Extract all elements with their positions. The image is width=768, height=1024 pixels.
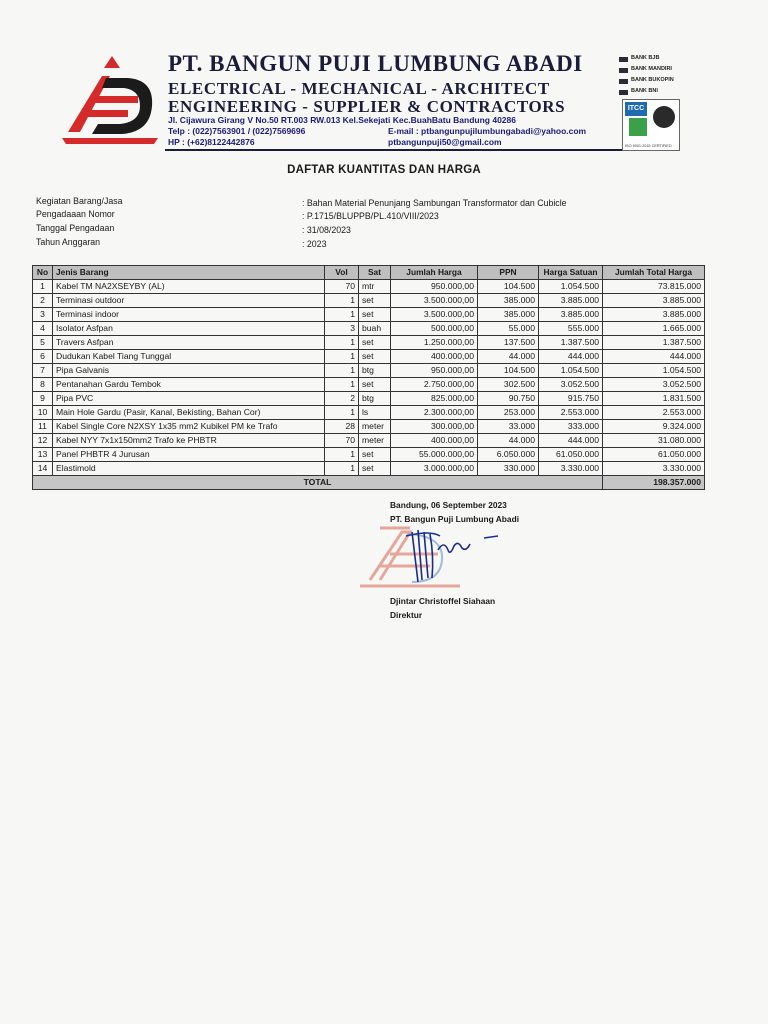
table-cell: set	[359, 462, 391, 476]
table-row	[33, 448, 705, 462]
table-cell: 2.300.000,00	[391, 406, 478, 420]
table-cell: 500.000,00	[391, 322, 478, 336]
table-cell: 137.500	[478, 336, 539, 350]
table-cell: Isolator Asfpan	[53, 322, 325, 336]
bank-item: BANK BUKOPIN	[619, 77, 689, 88]
table-cell: 1	[325, 448, 359, 462]
table-cell: Kabel TM NA2XSEYBY (AL)	[53, 280, 325, 294]
table-cell: 3.885.000	[603, 308, 705, 322]
table-cell: 31.080.000	[603, 434, 705, 448]
table-row	[33, 294, 705, 308]
table-cell: 44.000	[478, 350, 539, 364]
bank-logo-icon	[619, 90, 628, 95]
table-cell: Pipa PVC	[53, 392, 325, 406]
table-cell: 70	[325, 434, 359, 448]
table-cell: Kabel Single Core N2XSY 1x35 mm2 Kubikel PM ke Trafo	[53, 420, 325, 434]
table-cell: 950.000,00	[391, 280, 478, 294]
table-cell: 3	[33, 308, 53, 322]
table-cell: 1	[325, 350, 359, 364]
info-label: Tahun Anggaran	[36, 237, 101, 247]
table-cell: 3.052.500	[539, 378, 603, 392]
table-cell: set	[359, 378, 391, 392]
table-cell: 28	[325, 420, 359, 434]
table-cell: 3	[325, 322, 359, 336]
table-row	[33, 378, 705, 392]
table-cell: 6.050.000	[478, 448, 539, 462]
director-signature	[400, 526, 510, 586]
table-cell: 1	[325, 462, 359, 476]
table-cell: 3.885.000	[539, 294, 603, 308]
table-cell: 11	[33, 420, 53, 434]
seal-icon	[653, 106, 675, 128]
table-cell: 9	[33, 392, 53, 406]
table-cell: 1	[325, 406, 359, 420]
letterhead-divider	[165, 149, 649, 151]
table-cell: 61.050.000	[603, 448, 705, 462]
column-header: Sat	[359, 266, 391, 280]
table-cell: 4	[33, 322, 53, 336]
iso-cert-text: ISO 9001:2015 CERTIFIED	[625, 144, 672, 148]
table-cell: 1	[33, 280, 53, 294]
table-cell: 444.000	[539, 434, 603, 448]
table-cell: Terminasi indoor	[53, 308, 325, 322]
table-cell: btg	[359, 364, 391, 378]
table-total-row	[33, 476, 705, 490]
column-header: No	[33, 266, 53, 280]
table-cell: 1.054.500	[539, 364, 603, 378]
table-cell: 3.330.000	[539, 462, 603, 476]
table-cell: set	[359, 308, 391, 322]
table-cell: Main Hole Gardu (Pasir, Kanal, Bekisting, Bahan Cor)	[53, 406, 325, 420]
table-cell: 1.054.500	[603, 364, 705, 378]
info-value: : 31/08/2023	[302, 225, 351, 235]
company-email: E-mail : ptbangunpujilumbungabadi@yahoo.com	[388, 126, 587, 136]
bank-logo-icon	[619, 68, 628, 73]
table-row	[33, 406, 705, 420]
table-cell: Travers Asfpan	[53, 336, 325, 350]
info-value: : P.1715/BLUPPB/PL.410/VIII/2023	[302, 211, 439, 221]
document-title: DAFTAR KUANTITAS DAN HARGA	[287, 164, 481, 176]
total-value: 198.357.000	[603, 476, 705, 490]
table-cell: 950.000,00	[391, 364, 478, 378]
table-cell: 5	[33, 336, 53, 350]
company-address: Jl. Cijawura Girang V No.50 RT.003 RW.013 Kel.Sekejati Kec.BuahBatu Bandung 40286	[168, 115, 516, 125]
certification-badge	[622, 99, 680, 151]
table-cell: 302.500	[478, 378, 539, 392]
table-cell: 825.000,00	[391, 392, 478, 406]
table-cell: 3.500.000,00	[391, 294, 478, 308]
table-cell: 555.000	[539, 322, 603, 336]
info-label: Pengadaaan Nomor	[36, 209, 115, 219]
itcc-label: ITCC	[625, 102, 647, 116]
table-cell: 1	[325, 294, 359, 308]
signature-company: PT. Bangun Puji Lumbung Abadi	[390, 514, 520, 524]
table-cell: 2.750.000,00	[391, 378, 478, 392]
table-cell: set	[359, 350, 391, 364]
table-cell: Kabel NYY 7x1x150mm2 Trafo ke PHBTR	[53, 434, 325, 448]
table-cell: 1.387.500	[603, 336, 705, 350]
table-cell: 14	[33, 462, 53, 476]
table-cell: 12	[33, 434, 53, 448]
table-cell: 333.000	[539, 420, 603, 434]
table-row	[33, 322, 705, 336]
column-header: Vol	[325, 266, 359, 280]
table-cell: 444.000	[603, 350, 705, 364]
table-row	[33, 280, 705, 294]
bank-list	[619, 55, 689, 99]
bank-item: BANK BJB	[619, 55, 689, 66]
info-label: Tanggal Pengadaan	[36, 223, 115, 233]
table-cell: 400.000,00	[391, 350, 478, 364]
table-cell: 385.000	[478, 308, 539, 322]
bank-logo-icon	[619, 57, 628, 62]
table-cell: ls	[359, 406, 391, 420]
table-cell: Terminasi outdoor	[53, 294, 325, 308]
table-row	[33, 350, 705, 364]
bank-item: BANK MANDIRI	[619, 66, 689, 77]
company-contact-line	[168, 126, 587, 136]
table-cell: 1.054.500	[539, 280, 603, 294]
table-cell: 444.000	[539, 350, 603, 364]
table-cell: mtr	[359, 280, 391, 294]
table-cell: 1.665.000	[603, 322, 705, 336]
table-cell: 1	[325, 364, 359, 378]
table-row	[33, 434, 705, 448]
table-cell: 3.330.000	[603, 462, 705, 476]
table-row	[33, 462, 705, 476]
table-cell: 3.000.000,00	[391, 462, 478, 476]
table-cell: meter	[359, 420, 391, 434]
table-cell: Panel PHBTR 4 Jurusan	[53, 448, 325, 462]
table-cell: 330.000	[478, 462, 539, 476]
table-cell: 1.387.500	[539, 336, 603, 350]
signer-name: Djintar Christoffel Siahaan	[390, 596, 496, 606]
table-cell: 104.500	[478, 280, 539, 294]
company-telp: Telp : (022)7563901 / (022)7569696	[168, 126, 306, 136]
table-cell: Dudukan Kabel Tiang Tunggal	[53, 350, 325, 364]
bank-item: BANK BNI	[619, 88, 689, 99]
quantity-price-table	[32, 265, 705, 490]
table-cell: 33.000	[478, 420, 539, 434]
table-cell: 3.885.000	[603, 294, 705, 308]
check-icon	[629, 118, 647, 136]
table-cell: 9.324.000	[603, 420, 705, 434]
table-row	[33, 392, 705, 406]
table-cell: 385.000	[478, 294, 539, 308]
table-cell: 1	[325, 336, 359, 350]
table-cell: 1	[325, 378, 359, 392]
column-header: Jumlah Harga	[391, 266, 478, 280]
company-hp: HP : (+62)8122442876	[168, 137, 255, 147]
table-cell: 55.000.000,00	[391, 448, 478, 462]
table-row	[33, 364, 705, 378]
table-cell: 300.000,00	[391, 420, 478, 434]
table-cell: Pentanahan Gardu Tembok	[53, 378, 325, 392]
column-header: Jenis Barang	[53, 266, 325, 280]
company-name: PT. BANGUN PUJI LUMBUNG ABADI	[168, 51, 583, 76]
table-cell: 44.000	[478, 434, 539, 448]
table-cell: 70	[325, 280, 359, 294]
table-cell: btg	[359, 392, 391, 406]
table-cell: 55.000	[478, 322, 539, 336]
table-cell: 7	[33, 364, 53, 378]
column-header: Jumlah Total Harga	[603, 266, 705, 280]
table-cell: 915.750	[539, 392, 603, 406]
table-cell: 3.500.000,00	[391, 308, 478, 322]
table-cell: 3.052.500	[603, 378, 705, 392]
table-cell: 13	[33, 448, 53, 462]
table-cell: 8	[33, 378, 53, 392]
table-cell: meter	[359, 434, 391, 448]
signature-place-date: Bandung, 06 September 2023	[390, 500, 507, 510]
column-header: PPN	[478, 266, 539, 280]
table-cell: 1.831.500	[603, 392, 705, 406]
table-cell: 73.815.000	[603, 280, 705, 294]
table-row	[33, 336, 705, 350]
table-cell: 1.250.000,00	[391, 336, 478, 350]
table-cell: 2.553.000	[539, 406, 603, 420]
table-cell: 2	[33, 294, 53, 308]
company-tagline-1: ELECTRICAL - MECHANICAL - ARCHITECT	[168, 79, 550, 98]
table-cell: 10	[33, 406, 53, 420]
table-cell: set	[359, 294, 391, 308]
table-cell: Elastimold	[53, 462, 325, 476]
info-value: : Bahan Material Penunjang Sambungan Transformator dan Cubicle	[302, 198, 567, 208]
company-hp-line	[168, 137, 502, 147]
table-cell: 253.000	[478, 406, 539, 420]
info-label: Kegiatan Barang/Jasa	[36, 196, 123, 206]
table-cell: set	[359, 448, 391, 462]
company-logo	[62, 54, 162, 146]
column-header: Harga Satuan	[539, 266, 603, 280]
table-cell: 400.000,00	[391, 434, 478, 448]
table-cell: 2	[325, 392, 359, 406]
table-cell: 6	[33, 350, 53, 364]
table-cell: 90.750	[478, 392, 539, 406]
table-cell: 2.553.000	[603, 406, 705, 420]
info-value: : 2023	[302, 239, 327, 249]
table-cell: 3.885.000	[539, 308, 603, 322]
table-cell: set	[359, 336, 391, 350]
table-cell: 61.050.000	[539, 448, 603, 462]
table-cell: buah	[359, 322, 391, 336]
table-row	[33, 420, 705, 434]
company-gmail: ptbangunpuji50@gmail.com	[388, 137, 502, 147]
table-row	[33, 308, 705, 322]
signer-position: Direktur	[390, 610, 423, 620]
total-label: TOTAL	[33, 476, 603, 490]
table-header-row	[33, 266, 705, 280]
table-cell: 1	[325, 308, 359, 322]
bank-logo-icon	[619, 79, 628, 84]
table-cell: 104.500	[478, 364, 539, 378]
table-cell: Pipa Galvanis	[53, 364, 325, 378]
company-tagline-2: ENGINEERING - SUPPLIER & CONTRACTORS	[168, 97, 566, 116]
